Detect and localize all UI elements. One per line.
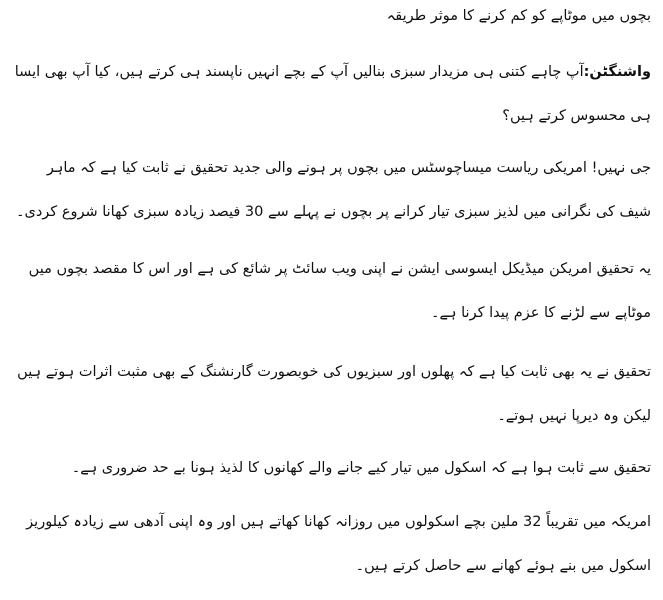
paragraph	[11, 50, 651, 138]
paragraph	[11, 350, 651, 438]
paragraph	[11, 247, 651, 335]
paragraph	[11, 146, 651, 234]
paragraph-text: امریکہ میں تقریباً 32 ملین بچے اسکولوں میں روزانہ کھانا کھاتے ہیں اور وہ اپنی آدھی سے زیادہ کیلوریز اسکول میں بنے ہوئے کھانے سے حاصل کرتے ہیں۔	[26, 514, 651, 574]
paragraph-text: آپ چاہے کتنی ہی مزیدار سبزی بنالیں آپ کے بچے انہیں ناپسند ہی کرتے ہیں، کیا آپ بھی ایسا ہی محسوس کرتے ہیں؟	[14, 64, 651, 124]
paragraph	[11, 446, 651, 490]
dateline: واشنگٹن:	[583, 64, 651, 80]
article-title: بچوں میں موٹاپے کو کم کرنے کا موثر طریقہ	[386, 8, 651, 24]
paragraph	[11, 500, 651, 588]
paragraph-text: جی نہیں! امریکی ریاست میساچوسٹس میں بچوں پر ہونے والی جدید تحقیق نے ثابت کیا ہے کہ ماہر شیف کی نگرانی میں لذیز سبزی تیار کرانے پر بچوں نے پہلے سے 30 فیصد زیادہ سبزی کھانا شروع کردی۔	[16, 160, 651, 220]
paragraph-text: تحقیق سے ثابت ہوا ہے کہ اسکول میں تیار کیے جانے والے کھانوں کا لذیذ ہونا بے حد ضروری ہے۔	[71, 460, 651, 476]
paragraph-text: یہ تحقیق امریکن میڈیکل ایسوسی ایشن نے اپنی ویب سائٹ پر شائع کی ہے اور اس کا مقصد بچوں میں موٹاپے سے لڑنے کا عزم پیدا کرنا ہے۔	[28, 261, 651, 321]
paragraph-text: تحقیق نے یہ بھی ثابت کیا ہے کہ پھلوں اور سبزیوں کی خوبصورت گارنشنگ کے بھی مثبت اثرات ہوتے ہیں لیکن وہ دیرپا نہیں ہوتے۔	[17, 364, 651, 424]
